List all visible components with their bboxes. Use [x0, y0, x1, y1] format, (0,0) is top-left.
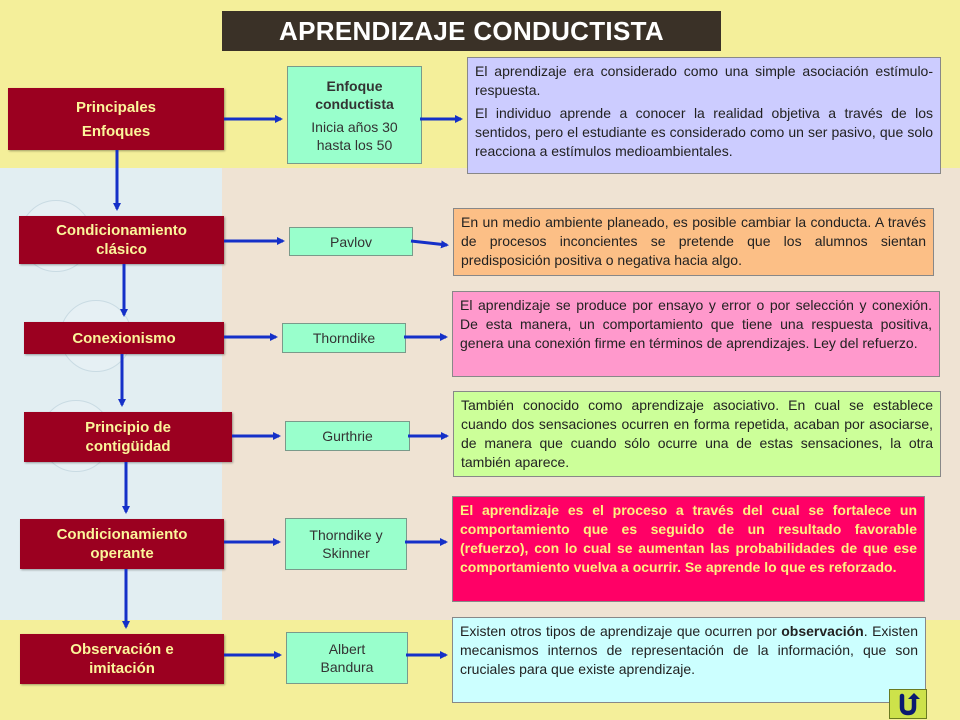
mid-box-label: Pavlov	[329, 233, 373, 250]
description-text-post: . Existen mecanismos internos de representación de la información, que son cruciales para que existe aprendizaje.	[460, 623, 918, 677]
description-box-pavlov	[453, 208, 934, 276]
mid-box-label: Albert Bandura	[320, 641, 374, 675]
description-text-pre: Existen otros tipos de aprendizaje que ocurren por	[460, 623, 782, 639]
mid-box-subtitle: Inicia años 30 hasta los 50	[311, 118, 398, 153]
left-box-label: Condicionamiento operante	[56, 526, 188, 562]
u-turn-arrow-icon	[895, 692, 921, 716]
description-box-thorndike	[452, 291, 940, 377]
left-box-principio-contiguidad	[24, 412, 232, 462]
left-box-condicionamiento-clasico	[19, 216, 224, 264]
description-box-bandura	[452, 617, 926, 703]
description-text: En un medio ambiente planeado, es posible cambiar la conducta. A través de procesos inconcientes se pretende que los alumnos sientan predisposición positiva o negativa hacia algo.	[461, 214, 926, 268]
left-box-label-line2: Enfoques	[81, 122, 151, 140]
left-box-condicionamiento-operante	[20, 519, 224, 569]
left-box-principales-enfoques	[8, 88, 224, 150]
mid-box-gurthrie	[285, 421, 410, 451]
left-box-label: Condicionamiento clásico	[56, 222, 187, 258]
left-box-label: Observación e imitación	[70, 641, 174, 677]
mid-box-title: Enfoque conductista	[315, 77, 394, 112]
description-text: También conocido como aprendizaje asociativo. En cual se establece cuando dos sensaciones ocurren en forma repetida, acaban por asociarse, de manera que cuando sólo ocurre una de estas sensaciones, la otra también aparece.	[461, 397, 933, 470]
description-text-bold: observación	[781, 623, 864, 639]
return-button[interactable]	[889, 689, 927, 719]
description-box-gurthrie	[453, 391, 941, 477]
description-paragraph: El individuo aprende a conocer la realidad objetiva a través de los sentidos, pero el estudiante es considerado como un ser pasivo, que solo reacciona a estímulos medioambientales.	[475, 105, 933, 159]
mid-box-label: Thorndike y Skinner	[309, 527, 383, 561]
description-box-enfoque	[467, 57, 941, 174]
left-box-label: Principio de contigüidad	[85, 419, 171, 455]
left-box-conexionismo	[24, 322, 224, 354]
mid-box-thorndike	[282, 323, 406, 353]
left-box-label: Conexionismo	[72, 329, 176, 347]
mid-box-thorndike-skinner	[285, 518, 407, 570]
mid-box-enfoque-conductista	[287, 66, 422, 164]
page-title: APRENDIZAJE CONDUCTISTA	[222, 11, 721, 51]
mid-box-pavlov	[289, 227, 413, 256]
mid-box-albert-bandura	[286, 632, 408, 684]
mid-box-label: Gurthrie	[322, 428, 373, 444]
left-box-label-line1: Principales	[75, 98, 157, 116]
left-box-observacion-imitacion	[20, 634, 224, 684]
mid-box-label: Thorndike	[312, 330, 376, 346]
description-box-operante	[452, 496, 925, 602]
description-paragraph: El aprendizaje era considerado como una simple asociación estímulo-respuesta.	[475, 63, 933, 98]
description-text: El aprendizaje es el proceso a través del cual se fortalece un comportamiento que es seguido de un resultado favorable (refuerzo), con lo cual se aumentan las probabilidades de que ese comportamiento vuelva a ocurrir. Se aprende lo que es reforzado.	[460, 502, 917, 575]
description-text: El aprendizaje se produce por ensayo y error o por selección y conexión. De esta manera, un comportamiento que tiene una respuesta positiva, genera una conexión firme en términos de aprendizajes. Ley del refuerzo.	[460, 297, 932, 351]
